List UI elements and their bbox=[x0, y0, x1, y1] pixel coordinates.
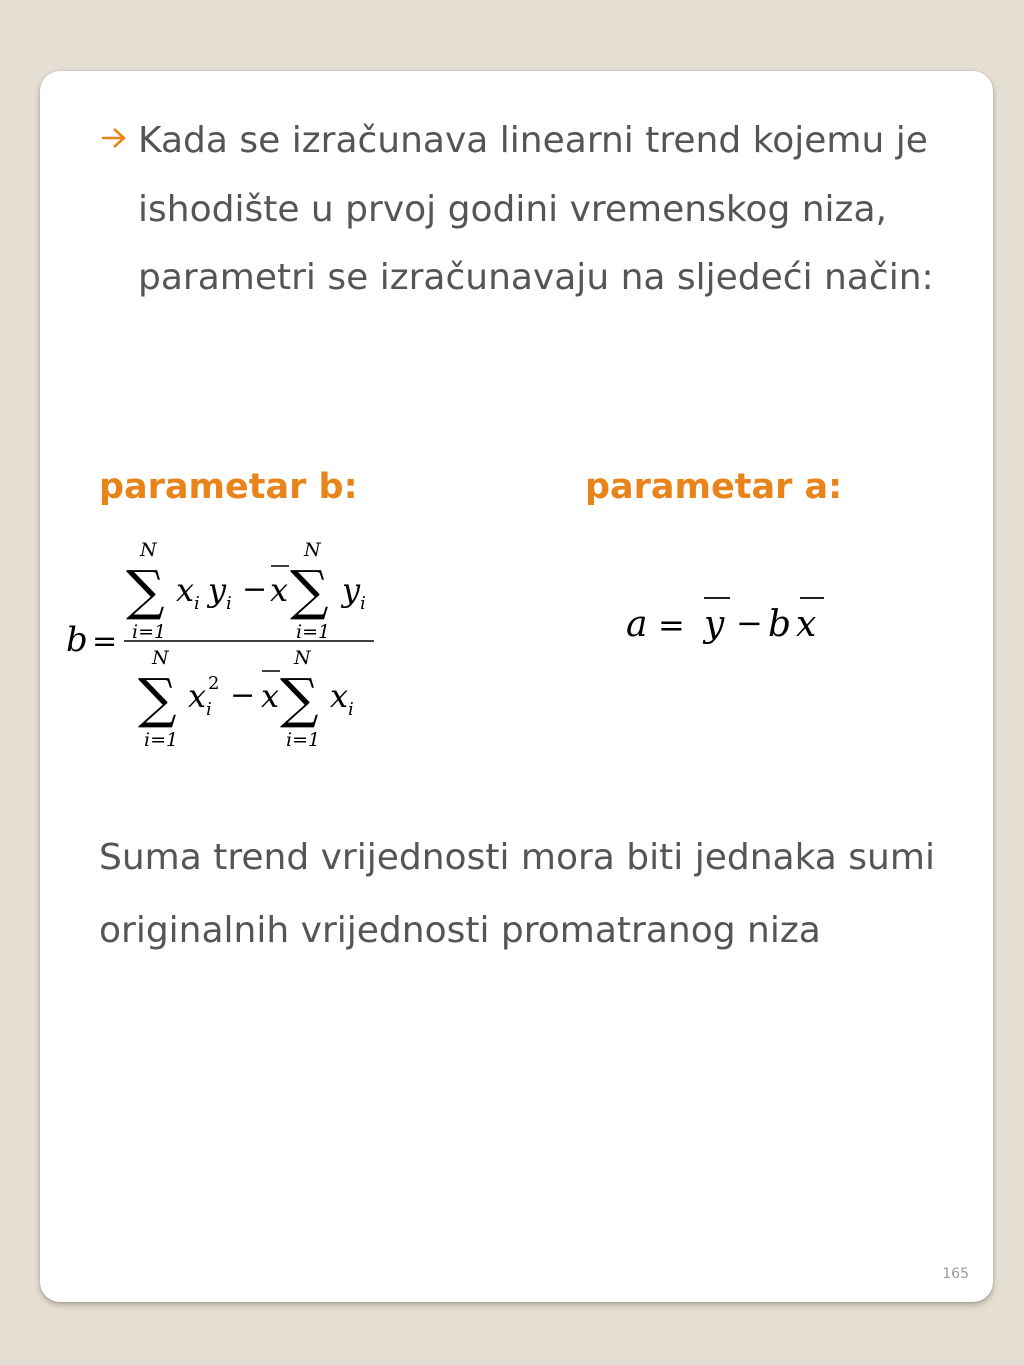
formula-b-lhs: b bbox=[66, 620, 88, 660]
svg-text:x: x bbox=[176, 571, 195, 609]
svg-text:x: x bbox=[330, 677, 349, 715]
svg-text:N: N bbox=[152, 647, 169, 669]
svg-text:i: i bbox=[194, 593, 200, 614]
parameter-b-label: parametar b: bbox=[99, 467, 358, 507]
svg-text:i=1: i=1 bbox=[296, 621, 331, 643]
svg-text:i=1: i=1 bbox=[132, 621, 167, 643]
svg-text:i: i bbox=[348, 699, 354, 720]
svg-text:∑: ∑ bbox=[138, 667, 177, 730]
svg-text:x: x bbox=[261, 677, 280, 715]
svg-text:b: b bbox=[768, 604, 792, 645]
svg-text:N: N bbox=[294, 647, 311, 669]
svg-text:i=1: i=1 bbox=[144, 729, 179, 751]
svg-text:x: x bbox=[188, 677, 207, 715]
svg-text:a: a bbox=[626, 604, 648, 645]
svg-text:x: x bbox=[270, 571, 289, 609]
svg-text:y: y bbox=[342, 571, 361, 609]
formula-b bbox=[60, 531, 420, 761]
svg-text:N: N bbox=[140, 539, 157, 561]
svg-text:i: i bbox=[226, 593, 232, 614]
svg-text:i=1: i=1 bbox=[286, 729, 321, 751]
formula-a bbox=[620, 586, 840, 656]
summary-text: Suma trend vrijednosti mora biti jednaka sumi originalnih vrijednosti promatranog niza bbox=[99, 837, 935, 951]
svg-text:−: − bbox=[736, 604, 763, 642]
svg-text:−: − bbox=[230, 678, 256, 713]
page-number: 165 bbox=[942, 1266, 969, 1282]
svg-text:i: i bbox=[360, 593, 366, 614]
svg-text:∑: ∑ bbox=[280, 667, 319, 730]
svg-text:2: 2 bbox=[208, 673, 220, 694]
svg-text:=: = bbox=[658, 606, 685, 644]
bullet-text: Kada se izračunava linearni trend kojemu je ishodište u prvoj godini vremenskog niza, parametri se izračunavaju na sljedeći način: bbox=[138, 120, 934, 298]
parameter-a-label: parametar a: bbox=[585, 467, 843, 507]
svg-text:−: − bbox=[242, 572, 268, 607]
slide bbox=[40, 71, 993, 1302]
svg-text:=: = bbox=[92, 624, 118, 659]
svg-text:y: y bbox=[704, 604, 725, 645]
sum-symbol: ∑ bbox=[126, 559, 165, 622]
svg-text:∑: ∑ bbox=[290, 559, 329, 622]
arrow-right-icon bbox=[100, 126, 128, 150]
svg-text:i: i bbox=[206, 699, 212, 720]
svg-text:y: y bbox=[208, 571, 227, 609]
svg-text:N: N bbox=[304, 539, 321, 561]
svg-text:x: x bbox=[796, 604, 817, 645]
